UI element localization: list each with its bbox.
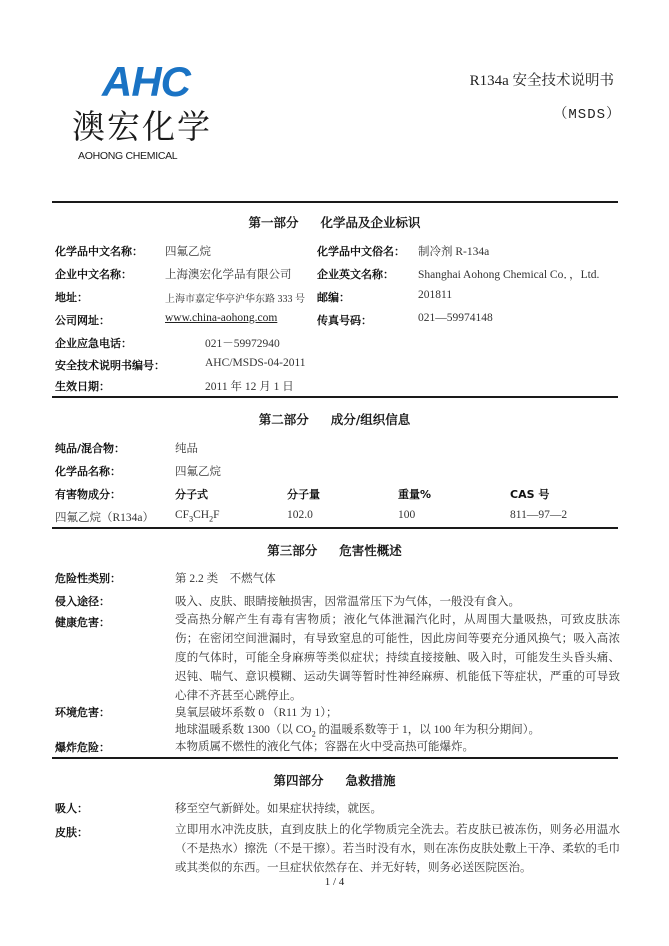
common-name-value: 制冷剂 R-134a (418, 246, 490, 258)
gwp-part: 的温暖系数等于 1，以 100 年为积分期间）。 (315, 724, 540, 736)
weight-percent: 100 (398, 509, 416, 521)
hazard-label: 爆炸危险： (55, 741, 110, 754)
section1-number: 第一部分 (248, 215, 299, 230)
pure-value: 纯品 (175, 443, 198, 455)
hazard-label: 侵入途径： (55, 595, 110, 608)
document-subtitle: （MSDS） (553, 107, 621, 123)
postcode-value: 201811 (418, 289, 453, 301)
health-hazard-text: 受高热分解产生有毒有害物质；液化气体泄漏汽化时，从周围大量吸热，可致皮肤冻伤；在密闭空间泄漏时，有导致窒息的可能性，因此房间等要充分通风换气；吸入高浓度的气体时，可能全身麻痹等类似症状；持续直接接触、吸入时，可能发生头昏头痛、迟钝、喘气、意识模糊、运动失调等暂时性神经麻痹、机能低下等症状，严重的可导致心律不齐甚至心跳停止。 (175, 614, 620, 702)
divider (52, 757, 618, 759)
formula-part: F (213, 509, 220, 521)
cas-number: 811—97—2 (510, 509, 568, 521)
field-label: 地址： (55, 291, 88, 304)
divider (52, 396, 618, 398)
section4-heading (0, 771, 669, 789)
table-header: 有害物成分： (55, 488, 121, 501)
formula-part: CH (193, 509, 210, 521)
address-value: 上海市嘉定华亭沪华东路 333 号 (165, 294, 305, 305)
field-value (165, 243, 211, 259)
formula-sub: 2 (209, 514, 214, 524)
molecular-formula (175, 509, 219, 523)
formula-sub: 3 (189, 514, 194, 524)
firstaid-label: 皮肤： (55, 826, 88, 839)
section3-number: 第三部分 (267, 543, 318, 558)
field-label: 生效日期： (55, 380, 110, 393)
section3-heading (0, 541, 669, 559)
page-number: 1 / 4 (324, 876, 345, 888)
document-title (470, 69, 614, 90)
section3-title: 危害性概述 (339, 543, 402, 558)
hazard-label: 危险性类别： (55, 572, 121, 585)
effective-date-value: 2011 年 12 月 1 日 (205, 381, 294, 393)
section4-number: 第四部分 (273, 773, 324, 788)
section2-title: 成分/组织信息 (330, 412, 411, 427)
divider (52, 527, 618, 529)
field-label: 化学品中文名称： (55, 245, 143, 258)
company-logo (72, 60, 232, 170)
gwp-sub: 2 (311, 729, 316, 739)
ozone-value: 臭氧层破坏系数 0 （R11 为 1）； (175, 707, 338, 719)
inhalation-value: 移至空气新鲜处。如果症状持续，就医。 (175, 803, 382, 815)
field-label: 企业中文名称： (55, 268, 132, 281)
gwp-part: 地球温暖系数 1300（以 CO (175, 724, 312, 736)
website-link[interactable]: www.china-aohong.com (165, 312, 278, 324)
emergency-phone-value: 021－59972940 (205, 338, 280, 350)
route-value: 吸入、皮肤、眼睛接触损害，因常温常压下为气体，一般没有食入。 (175, 596, 520, 608)
chem-name-value: 四氟乙烷 (165, 246, 211, 258)
explosion-value: 本物质属不燃性的液化气体；容器在火中受高热可能爆炸。 (175, 741, 474, 753)
logo-name-cn: 澳宏化学 (72, 107, 212, 146)
table-header: 重量% (398, 488, 432, 501)
field-label: 公司网址： (55, 314, 110, 327)
section4-title: 急救措施 (345, 773, 396, 788)
firstaid-label: 吸人： (55, 802, 88, 815)
table-header: CAS 号 (510, 488, 550, 501)
logo-mark: AHC (102, 58, 190, 105)
msds-number-value: AHC/MSDS-04-2011 (205, 357, 306, 369)
field-label: 化学品中文俗名： (317, 245, 405, 258)
company-cn-value: 上海澳宏化学品有限公司 (165, 269, 292, 281)
field-label: 传真号码： (317, 314, 372, 327)
logo-name-en: AOHONG CHEMICAL (78, 150, 178, 162)
component-name: 四氟乙烷（R134a） (55, 512, 155, 524)
gwp-value (175, 721, 540, 738)
hazard-label: 环境危害： (55, 706, 110, 719)
hazard-class-value: 第 2.2 类 不燃气体 (175, 573, 276, 585)
table-header: 分子式 (175, 488, 208, 501)
skin-text: 立即用水冲洗皮肤，直到皮肤上的化学物质完全洗去。若皮肤已被冻伤，则务必用温水（不是热水）擦洗（不是干擦）。若当时没有水，则在冻伤皮肤处敷上干净、柔软的毛巾或其类似的东西。一旦症状依然存在、并无好转，则务必送医院医治。 (175, 824, 620, 874)
field-label: 企业应急电话： (55, 337, 132, 350)
company-en-value: Shanghai Aohong Chemical Co．，Ltd. (418, 269, 600, 281)
divider (52, 201, 618, 203)
pure-label: 纯品/混合物： (55, 442, 126, 455)
chem-name-label: 化学品名称： (55, 465, 121, 478)
table-header: 分子量 (287, 488, 320, 501)
field-label: 邮编： (317, 291, 350, 304)
title-main: 安全技术说明书 (512, 73, 614, 89)
section2-number: 第二部分 (258, 412, 309, 427)
molecular-weight: 102.0 (287, 509, 313, 521)
hazard-label: 健康危害： (55, 616, 110, 629)
field-label: 企业英文名称： (317, 268, 394, 281)
field-label: 安全技术说明书编号： (55, 359, 165, 372)
fax-value: 021—59974148 (418, 312, 493, 324)
section2-heading (0, 410, 669, 428)
field-row (55, 243, 143, 259)
section1-heading (0, 213, 669, 231)
chem-name-value: 四氟乙烷 (175, 466, 221, 478)
formula-part: CF (175, 509, 190, 521)
section1-title: 化学品及企业标识 (320, 215, 421, 230)
title-prefix: R134a (469, 73, 509, 89)
